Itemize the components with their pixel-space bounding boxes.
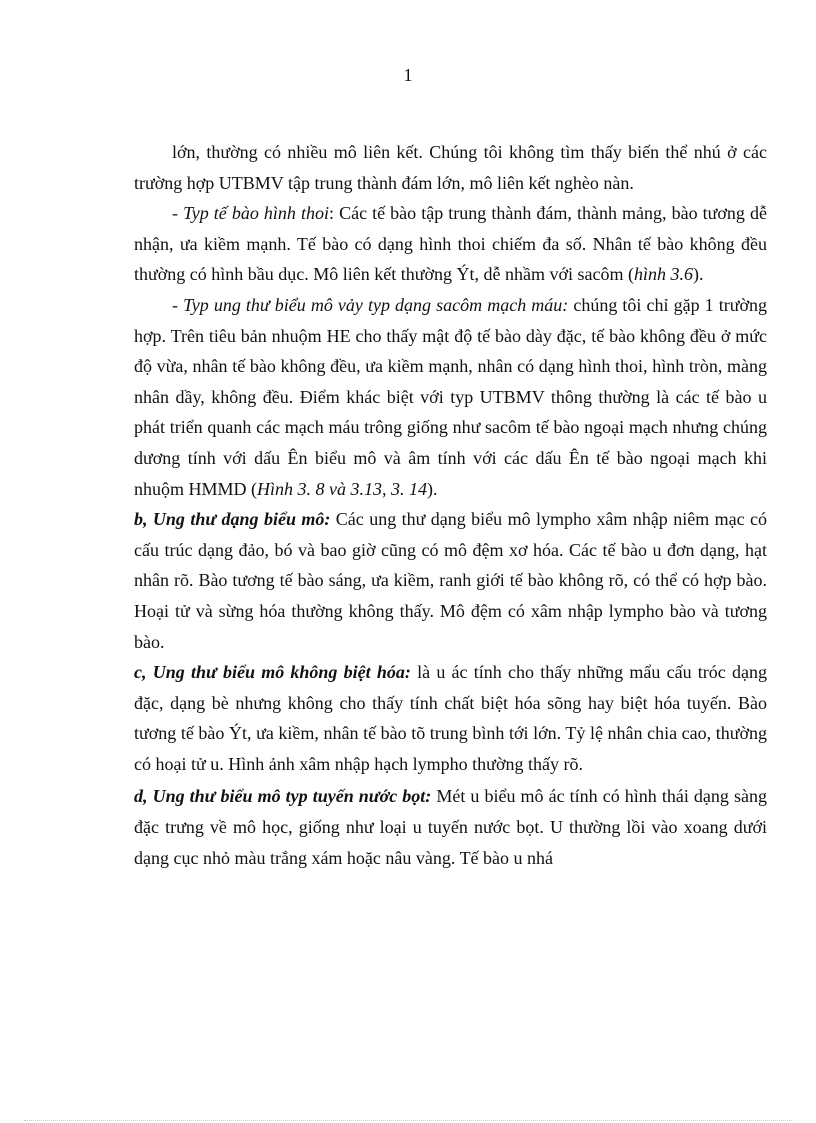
paragraph-text-end: ).: [693, 264, 704, 285]
page-bottom-border: [24, 1120, 792, 1121]
document-body: [134, 137, 767, 873]
paragraph-text: Mét u biểu mô ác tính có hình thái dạng sàng đặc trưng về mô học, giống như loại u tuyến nước bọt. U thường lồi vào xoang dưới dạng cục nhỏ màu trắng xám hoặc nâu vàng. Tế bào u nhá: [134, 786, 767, 868]
paragraph-text: chúng tôi chỉ gặp 1 trường hợp. Trên tiêu bản nhuộm HE cho thấy mật độ tế bào dày đặc, tế bào không đều ở mức độ vừa, nhân tế bào không đều, ưa kiềm mạnh, nhân có dạng hình thoi, hình tròn, màng nhân dầy, không đều. Điểm khác biệt với typ UTBMV thông thường là các tế bào u phát triển quanh các mạch máu trông giống như sacôm tế bào ngoại mạch nhưng chúng dương tính với dấu Ên biểu mô và âm tính với các dấu Ên tế bào ngoại mạch khi nhuộm HMMD (: [134, 294, 767, 499]
paragraph-lead: - Typ ung thư biểu mô vảy typ dạng sacôm mạch máu:: [172, 294, 569, 315]
paragraph-angiosarcoma-type: [134, 290, 767, 504]
paragraph-section-b: [134, 504, 767, 657]
section-heading: c, Ung thư biểu mô không biệt hóa:: [134, 662, 411, 683]
figure-reference: Hình 3. 8 và 3.13, 3. 14: [257, 478, 428, 499]
paragraph-text-end: ).: [427, 478, 438, 499]
page-number: 1: [403, 65, 413, 85]
figure-reference: hình 3.6: [633, 264, 693, 285]
paragraph-text: : Các tế bào tập trung thành đám, thành mảng, bào tương dễ nhận, ưa kiềm mạnh. Tế bào có dạng hình thoi chiếm đa số. Nhân tế bào không đều thường có hình bầu dục. Mô liên kết thường Ýt, dễ nhầm với sacôm (: [134, 203, 767, 285]
paragraph-section-c: [134, 657, 767, 779]
paragraph-text: lớn, thường có nhiều mô liên kết. Chúng tôi không tìm thấy biến thể nhú ở các trường hợp UTBMV tập trung thành đám lớn, mô liên kết nghèo nàn.: [134, 142, 767, 193]
paragraph-spindle-cell-type: [134, 198, 767, 290]
paragraph-text: là u ác tính cho thấy những mẩu cấu tróc dạng đặc, dạng bè nhưng không cho thấy tính chất biệt hóa sõng hay biệt hóa tuyến. Bào tương tế bào Ýt, ưa kiềm, nhân tế bào tõ trung bình tới lớn. Tỷ lệ nhân chia cao, thường có hoại tử u. Hình ảnh xâm nhập hạch lympho thường thấy rõ.: [134, 662, 767, 774]
section-heading: b, Ung thư dạng biểu mô:: [134, 509, 331, 530]
paragraph-intro: [134, 137, 767, 198]
paragraph-text: Các ung thư dạng biểu mô lympho xâm nhập niêm mạc có cấu trúc dạng đảo, bó và bao giờ cũng có mô đệm xơ hóa. Các tế bào u đơn dạng, hạt nhân rõ. Bào tương tế bào sáng, ưa kiềm, ranh giới tế bào không rõ, có thể có hợp bào. Hoại tử và sừng hóa thường không thấy. Mô đệm có xâm nhập lympho bào và tương bào.: [134, 509, 768, 652]
paragraph-lead: - Typ tế bào hình thoi: [172, 203, 329, 224]
paragraph-section-d: [134, 781, 767, 873]
section-heading: d, Ung thư biểu mô typ tuyến nước bọt:: [134, 786, 432, 807]
